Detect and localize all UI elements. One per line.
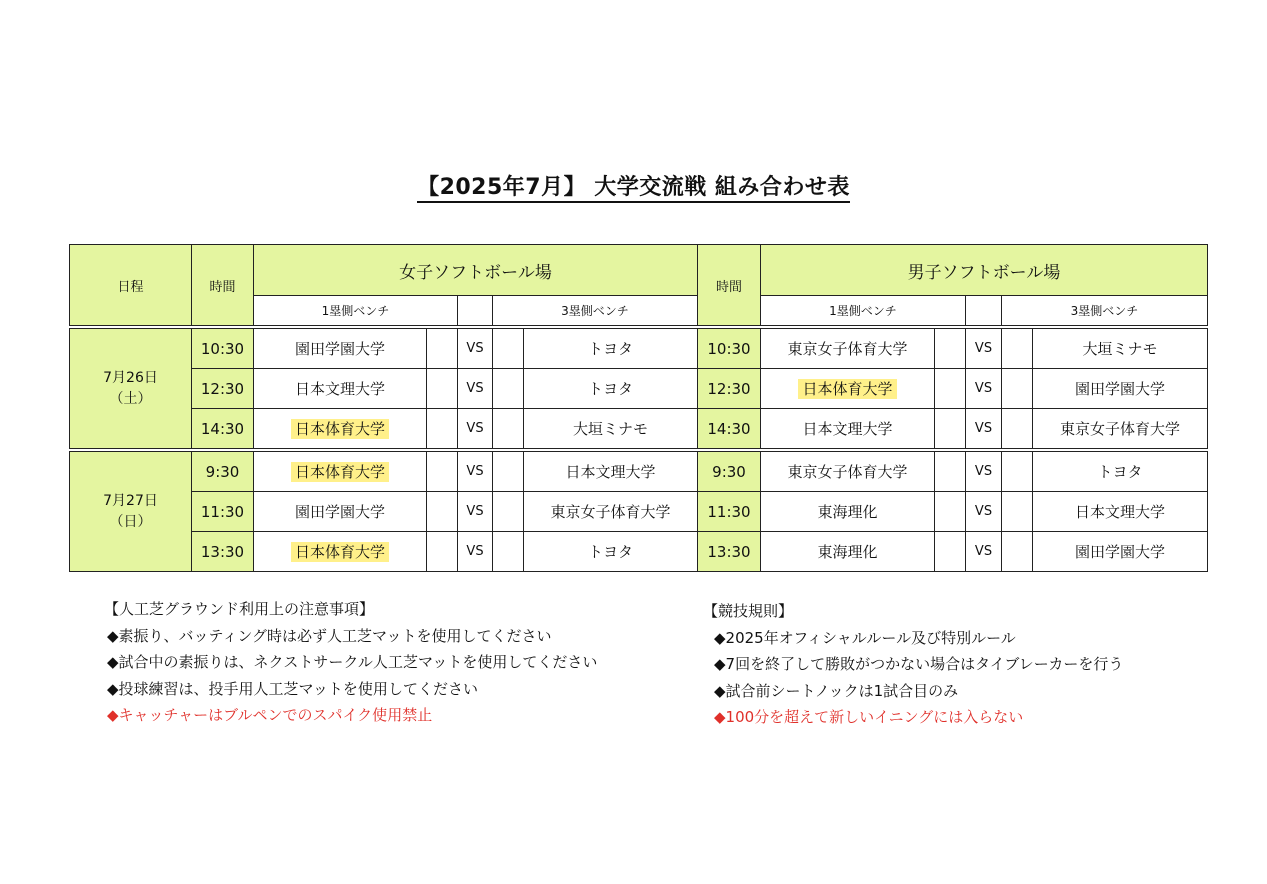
men-home-cell xyxy=(761,327,935,369)
men-home-team: 東京女子体育大学 xyxy=(787,340,908,358)
weekday-label: （土） xyxy=(109,390,152,407)
women-home-score xyxy=(427,327,458,369)
women-vs: VS xyxy=(458,327,493,369)
men-home-team: 東海理化 xyxy=(817,503,878,521)
header-venue-men: 男子ソフトボール場 xyxy=(761,245,1208,296)
women-home-score xyxy=(427,450,458,492)
men-home-score xyxy=(935,409,966,451)
women-vs: VS xyxy=(458,450,493,492)
women-time-cell xyxy=(192,369,254,409)
women-vs: VS xyxy=(458,492,493,532)
date-label: 7月26日 xyxy=(103,369,158,386)
men-time-cell xyxy=(698,450,761,492)
women-away-team: トヨタ xyxy=(587,380,633,398)
women-away-score xyxy=(493,369,524,409)
women-away-score xyxy=(493,409,524,451)
women-time: 9:30 xyxy=(205,462,240,481)
men-vs: VS xyxy=(966,327,1002,369)
men-home-team: 日本体育大学 xyxy=(798,379,896,399)
men-away-team: トヨタ xyxy=(1097,463,1143,481)
women-home-team: 園田学園大学 xyxy=(294,340,385,358)
rules-note-item: ◆7回を終了して勝敗がつかない場合はタイブレーカーを行う xyxy=(714,655,1124,673)
men-time-cell xyxy=(698,532,761,572)
men-away-score xyxy=(1002,369,1033,409)
women-time-cell xyxy=(192,492,254,532)
header-men-bench1: 1塁側ベンチ xyxy=(761,296,966,328)
men-away-cell xyxy=(1033,492,1208,532)
women-home-score xyxy=(427,409,458,451)
table-row xyxy=(70,450,1208,492)
men-home-team: 東京女子体育大学 xyxy=(787,463,908,481)
table-row xyxy=(70,532,1208,572)
women-home-cell xyxy=(254,532,427,572)
women-away-team: トヨタ xyxy=(587,340,633,358)
header-time-men: 時間 xyxy=(698,245,761,328)
men-vs: VS xyxy=(966,409,1002,451)
women-time: 11:30 xyxy=(200,502,245,521)
women-time-cell xyxy=(192,327,254,369)
page-title: 【2025年7月】 大学交流戦 組み合わせ表 xyxy=(0,170,1267,201)
men-home-score xyxy=(935,369,966,409)
women-home-team: 日本体育大学 xyxy=(291,419,389,439)
men-away-team: 日本文理大学 xyxy=(1074,503,1165,521)
header-men-vs-blank xyxy=(966,296,1002,328)
weekday-label: （日） xyxy=(109,513,152,530)
men-away-team: 園田学園大学 xyxy=(1074,543,1165,561)
men-home-score xyxy=(935,492,966,532)
ground-note-item: ◆投球練習は、投手用人工芝マットを使用してください xyxy=(107,679,478,698)
women-home-team: 日本文理大学 xyxy=(294,380,385,398)
women-time: 12:30 xyxy=(200,379,245,398)
men-away-cell xyxy=(1033,532,1208,572)
ground-note-item: ◆素振り、バッティング時は必ず人工芝マットを使用してください xyxy=(107,626,552,645)
women-home-cell xyxy=(254,409,427,451)
women-time-cell xyxy=(192,409,254,451)
women-home-cell xyxy=(254,450,427,492)
women-away-cell xyxy=(524,450,698,492)
men-home-score xyxy=(935,450,966,492)
ground-notes-heading: 【人工芝グラウンド利用上の注意事項】 xyxy=(104,600,375,618)
header-women-bench1: 1塁側ベンチ xyxy=(254,296,458,328)
women-time-cell xyxy=(192,532,254,572)
women-away-cell xyxy=(524,369,698,409)
men-away-cell xyxy=(1033,409,1208,451)
men-away-cell xyxy=(1033,450,1208,492)
header-women-vs-blank xyxy=(458,296,493,328)
men-away-score xyxy=(1002,450,1033,492)
women-away-cell xyxy=(524,409,698,451)
women-home-cell xyxy=(254,369,427,409)
women-away-team: 日本文理大学 xyxy=(565,463,656,481)
men-home-score xyxy=(935,532,966,572)
ground-note-warning: ◆キャッチャーはブルペンでのスパイク使用禁止 xyxy=(107,706,433,724)
men-away-score xyxy=(1002,492,1033,532)
table-row xyxy=(70,492,1208,532)
men-time-cell xyxy=(698,409,761,451)
women-away-score xyxy=(493,492,524,532)
rules-note-item: ◆試合前シートノックは1試合目のみ xyxy=(714,681,959,700)
men-away-team: 東京女子体育大学 xyxy=(1059,420,1180,438)
men-away-score xyxy=(1002,409,1033,451)
table-row xyxy=(70,409,1208,451)
women-away-score xyxy=(493,450,524,492)
women-vs: VS xyxy=(458,369,493,409)
table-row xyxy=(70,369,1208,409)
women-home-team: 日本体育大学 xyxy=(291,462,389,482)
men-home-team: 日本文理大学 xyxy=(802,420,893,438)
women-time-cell xyxy=(192,450,254,492)
men-time-cell xyxy=(698,369,761,409)
rules-notes xyxy=(703,598,1123,731)
header-venue-women: 女子ソフトボール場 xyxy=(254,245,698,296)
women-home-team: 園田学園大学 xyxy=(294,503,385,521)
women-away-team: 大垣ミナモ xyxy=(572,420,648,438)
men-vs: VS xyxy=(966,369,1002,409)
date-cell xyxy=(70,327,192,450)
men-home-cell xyxy=(761,532,935,572)
men-time-cell xyxy=(698,327,761,369)
date-label: 7月27日 xyxy=(103,492,158,509)
women-away-cell xyxy=(524,492,698,532)
men-time: 13:30 xyxy=(707,542,751,561)
women-home-score xyxy=(427,369,458,409)
men-time: 12:30 xyxy=(707,379,751,398)
men-time-cell xyxy=(698,492,761,532)
men-away-cell xyxy=(1033,369,1208,409)
men-home-score xyxy=(935,327,966,369)
men-vs: VS xyxy=(966,532,1002,572)
men-time: 14:30 xyxy=(707,419,751,438)
women-home-score xyxy=(427,532,458,572)
men-home-cell xyxy=(761,492,935,532)
header-men-bench3: 3塁側ベンチ xyxy=(1002,296,1208,328)
rules-note-item: ◆2025年オフィシャルルール及び特別ルール xyxy=(714,628,1016,647)
ground-notes xyxy=(104,596,597,729)
header-date: 日程 xyxy=(70,245,192,328)
women-time: 13:30 xyxy=(200,542,245,561)
men-away-team: 園田学園大学 xyxy=(1074,380,1165,398)
women-away-cell xyxy=(524,327,698,369)
header-women-bench3: 3塁側ベンチ xyxy=(493,296,698,328)
women-away-team: トヨタ xyxy=(587,543,633,561)
rules-notes-heading: 【競技規則】 xyxy=(703,602,794,620)
women-home-cell xyxy=(254,327,427,369)
men-time: 9:30 xyxy=(712,462,746,481)
women-time: 14:30 xyxy=(200,419,245,438)
men-home-team: 東海理化 xyxy=(817,543,878,561)
men-away-score xyxy=(1002,327,1033,369)
women-home-team: 日本体育大学 xyxy=(291,542,389,562)
men-time: 11:30 xyxy=(707,502,751,521)
men-home-cell xyxy=(761,450,935,492)
women-home-score xyxy=(427,492,458,532)
women-time: 10:30 xyxy=(200,339,245,358)
men-away-cell xyxy=(1033,327,1208,369)
men-away-score xyxy=(1002,532,1033,572)
women-away-score xyxy=(493,327,524,369)
women-away-score xyxy=(493,532,524,572)
men-home-cell xyxy=(761,409,935,451)
women-vs: VS xyxy=(458,532,493,572)
table-row xyxy=(70,327,1208,369)
men-vs: VS xyxy=(966,450,1002,492)
men-time: 10:30 xyxy=(707,339,751,358)
ground-note-item: ◆試合中の素振りは、ネクストサークル人工芝マットを使用してください xyxy=(107,653,598,671)
women-vs: VS xyxy=(458,409,493,451)
men-vs: VS xyxy=(966,492,1002,532)
men-home-cell xyxy=(761,369,935,409)
men-away-team: 大垣ミナモ xyxy=(1082,340,1158,358)
rules-note-warning: ◆100分を超えて新しいイニングには入らない xyxy=(714,708,1024,726)
date-cell xyxy=(70,450,192,572)
header-time-women: 時間 xyxy=(192,245,254,328)
women-home-cell xyxy=(254,492,427,532)
women-away-cell xyxy=(524,532,698,572)
women-away-team: 東京女子体育大学 xyxy=(550,503,671,521)
schedule-table xyxy=(69,244,1208,572)
